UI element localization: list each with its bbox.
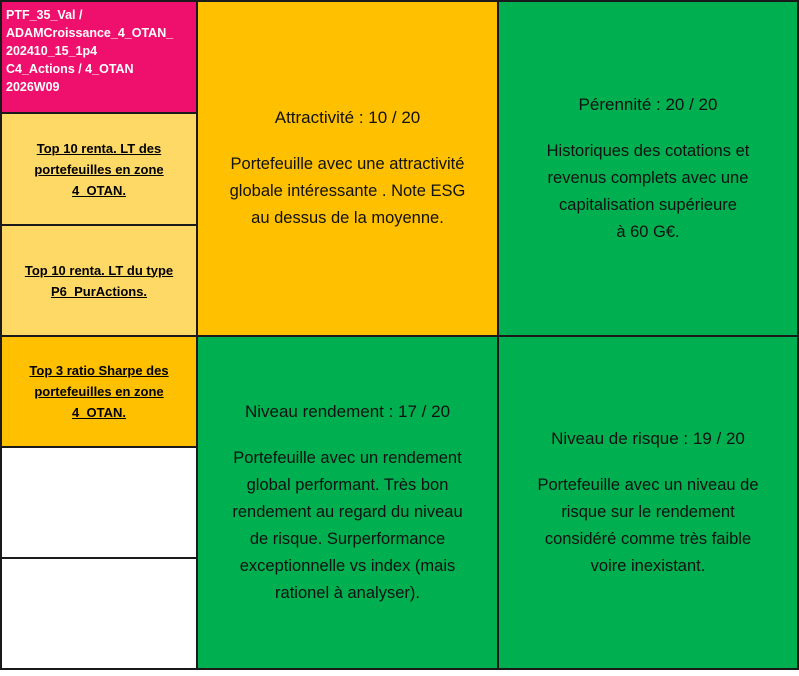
link-cell-top10-type[interactable] bbox=[0, 224, 198, 337]
perennite-score: Pérennité : 20 / 20 bbox=[578, 94, 718, 114]
empty-cell-1 bbox=[0, 446, 198, 559]
risque-description: Portefeuille avec un niveau de risque sur le rendement considéré comme très faible voire inexistant. bbox=[537, 475, 759, 575]
attractivite-description: Portefeuille avec une attractivité globale intéressante . Note ESG au dessus de la moyenne. bbox=[229, 155, 466, 227]
rendement-panel bbox=[196, 335, 499, 670]
attractivite-panel bbox=[196, 0, 499, 337]
perennite-description: Historiques des cotations et revenus complets avec une capitalisation supérieure à 60 G€. bbox=[546, 141, 750, 241]
link-top10-renta-zone[interactable]: Top 10 renta. LT des portefeuilles en zone 4_OTAN. bbox=[34, 140, 164, 198]
empty-cell-2 bbox=[0, 557, 198, 670]
link-cell-top10-zone[interactable] bbox=[0, 112, 198, 226]
link-cell-top3-sharpe[interactable] bbox=[0, 335, 198, 448]
rendement-description: Portefeuille avec un rendement global performant. Très bon rendement au regard du niveau de risque. Surperformance exceptionnelle vs index (mais rationel à analyser). bbox=[232, 448, 463, 602]
perennite-panel bbox=[497, 0, 799, 337]
portfolio-header bbox=[0, 0, 198, 114]
portfolio-identifier: PTF_35_Val / ADAMCroissance_4_OTAN_ 202410_15_1p4 C4_Actions / 4_OTAN 2026W09 bbox=[6, 8, 174, 94]
risque-score: Niveau de risque : 19 / 20 bbox=[551, 428, 745, 448]
link-top3-sharpe[interactable]: Top 3 ratio Sharpe des portefeuilles en zone 4_OTAN. bbox=[29, 363, 169, 420]
link-top10-renta-type[interactable]: Top 10 renta. LT du type P6_PurActions. bbox=[24, 262, 174, 299]
risque-panel bbox=[497, 335, 799, 670]
attractivite-score: Attractivité : 10 / 20 bbox=[274, 108, 421, 127]
rendement-score: Niveau rendement : 17 / 20 bbox=[244, 401, 451, 421]
